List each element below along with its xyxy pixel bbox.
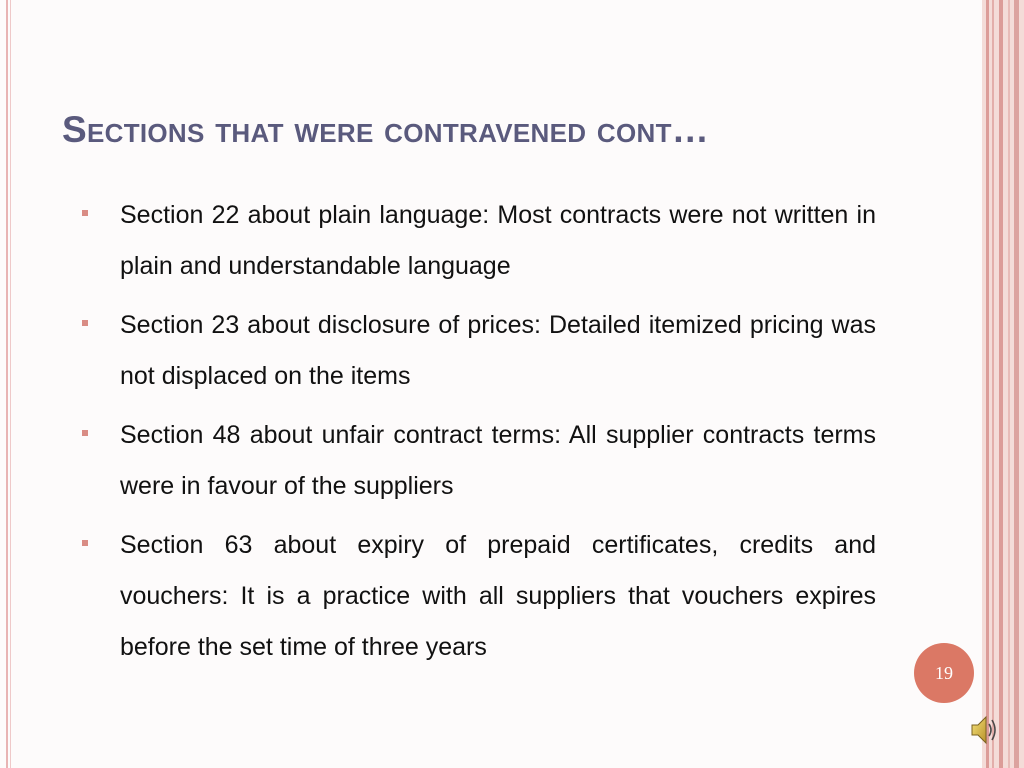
bullet-text: Section 63 about expiry of prepaid certificates, credits and vouchers: It is a practice with all suppliers that vouchers expires before the set time of three years [120,531,876,661]
square-bullet-icon [82,210,88,216]
bullet-item [78,410,876,512]
left-border-stripe-thin [10,0,11,768]
right-border-stripe [1014,0,1019,768]
right-border-stripe [986,0,989,768]
slide-title: Sections that were contravened cont… [62,109,710,150]
square-bullet-icon [82,540,88,546]
page-number-badge: 19 [914,643,974,703]
bullet-item [78,190,876,292]
square-bullet-icon [82,430,88,436]
bullet-text: Section 23 about disclosure of prices: Detailed itemized pricing was not displaced on the items [120,311,876,390]
right-border-stripe [992,0,994,768]
bullet-list [78,190,876,681]
bullet-text: Section 48 about unfair contract terms: All supplier contracts terms were in favour of the suppliers [120,421,876,500]
bullet-item [78,300,876,402]
bullet-item [78,520,876,673]
right-border-stripe [1008,0,1010,768]
left-border-stripe [6,0,8,768]
right-border-stripe [999,0,1003,768]
square-bullet-icon [82,320,88,326]
bullet-text: Section 22 about plain language: Most contracts were not written in plain and understandable language [120,201,876,280]
speaker-icon[interactable] [970,713,1000,747]
